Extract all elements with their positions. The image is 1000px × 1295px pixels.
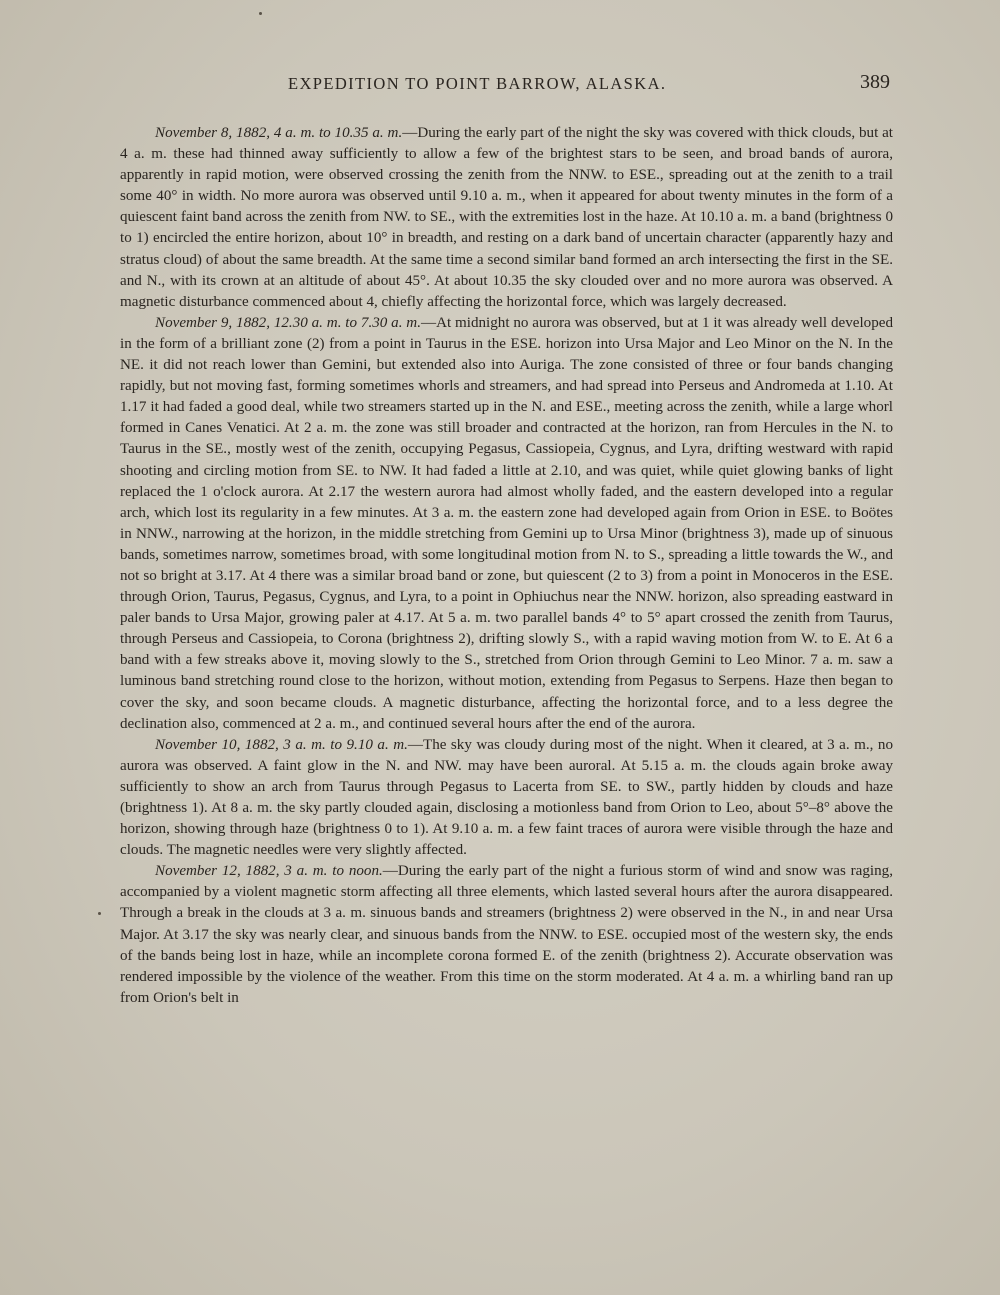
entry-paragraph [120, 313, 893, 735]
entry-date: November 12, 1882, 3 a. m. to noon. [155, 863, 383, 880]
entry-text: —During the early part of the night a furious storm of wind and snow was raging, accompanied by a violent magnetic storm affecting all three elements, which lasted several hours after the aurora disappeared. Through a break in the clouds at 3 a. m. sinuous bands and streamers (brightness 2) were observed in the N., in and near Ursa Major. At 3.17 the sky was nearly clear, and sinuous bands from the NNW. to ESE. occupied most of the western sky, the ends of the bands being lost in haze, while an incomplete corona formed E. of the zenith (brightness 2). Accurate observation was rendered impossible by the violence of the weather. From this time on the storm moderated. At 4 a. m. a whirling band ran up from Orion's belt in [120, 863, 893, 1006]
entry-date: November 9, 1882, 12.30 a. m. to 7.30 a. m. [155, 314, 421, 331]
entry-paragraph [120, 735, 893, 862]
entry-date: November 10, 1882, 3 a. m. to 9.10 a. m. [155, 736, 408, 753]
entry-paragraph [120, 123, 893, 313]
entry-text: —The sky was cloudy during most of the night. When it cleared, at 3 a. m., no aurora was observed. A faint glow in the N. and NW. may have been auroral. At 5.15 a. m. the clouds again broke away sufficiently to show an arch from Taurus through Pegasus to Lacerta from SE. to SW., partly hidden by clouds and haze (brightness 1). At 8 a. m. the sky partly clouded again, disclosing a motionless band from Orion to Leo, about 5°–8° above the horizon, showing through haze (brightness 0 to 1). At 9.10 a. m. a few faint traces of aurora were visible through the haze and clouds. The magnetic needles were very slightly affected. [120, 736, 893, 859]
entry-text: —During the early part of the night the sky was covered with thick clouds, but at 4 a. m. these had thinned away sufficiently to allow a few of the brightest stars to be seen, and broad bands of aurora, apparently in rapid motion, were observed crossing the zenith from the NNW. to ESE., spreading out at the zenith to a trail some 40° in width. No more aurora was observed until 9.10 a. m., when it appeared for about twenty minutes in the form of a quiescent faint band across the zenith from NW. to SE., with the extremities lost in the haze. At 10.10 a. m. a band (brightness 0 to 1) encircled the entire horizon, about 10° in breadth, and resting on a dark band of uncertain character (apparently hazy and stratus cloud) of about the same breadth. At the same time a second similar band formed an arch intersecting the first in the SE. and N., with its crown at an altitude of about 45°. At about 10.35 the sky clouded over and no more aurora was observed. A magnetic disturbance commenced about 4, chiefly affecting the horizontal force, which was largely decreased. [120, 125, 894, 310]
page-header [120, 71, 890, 98]
body-text [120, 123, 893, 1009]
entry-date: November 8, 1882, 4 a. m. to 10.35 a. m. [155, 125, 403, 141]
running-title: EXPEDITION TO POINT BARROW, ALASKA. [288, 74, 667, 93]
page-number: 389 [860, 71, 890, 93]
ink-speck [259, 12, 262, 15]
entry-text: —At midnight no aurora was observed, but at 1 it was already well developed in the form of a brilliant zone (2) from a point in Taurus in the ESE. horizon into Ursa Major and Leo Minor on the N. In the NE. it did not reach lower than Gemini, but extended also into Auriga. The zone consisted of three or four bands changing rapidly, but not moving fast, forming sometimes whorls and streamers, and had spread into Perseus and Andromeda at 1.10. At 1.17 it had faded a good deal, while two streamers started up in the N. and ESE., meeting across the zenith, while a large whorl formed in Canes Venatici. At 2 a. m. the zone was still broader and contracted at the horizon, ran from Hercules in the N. to Taurus in the SE., mostly west of the zenith, occupying Pegasus, Cassiopeia, Cygnus, and Lyra, drifting westward with rapid shooting and circling motion from SE. to NW. It had faded a little at 2.10, and was quiet, while quiet glowing banks of light replaced the 1 o'clock aurora. At 2.17 the western aurora had almost wholly faded, and the eastern developed into a regular arch, which lost its regularity in a few minutes. At 3 a. m. the eastern zone had developed again from Orion in ESE. to Boötes in NNW., narrowing at the horizon, in the middle stretching from Gemini up to Ursa Minor (brightness 3), made up of sinuous bands, sometimes narrow, sometimes broad, with some longitudinal motion from N. to S., spreading a little towards the W., and not so bright at 3.17. At 4 there was a similar broad band or zone, but quiescent (2 to 3) from a point in Monoceros in the ESE. through Orion, Taurus, Pegasus, Cygnus, and Lyra, to a point in Ophiuchus near the NNW. horizon, also spreading eastward in paler bands to Ursa Major, growing paler at 4.17. At 5 a. m. two parallel bands 4° to 5° apart crossed the zenith from Taurus, through Perseus and Cassiopeia, to Corona (brightness 2), drifting slowly S., with a rapid waving motion from W. to E. At 6 a band with a few streaks above it, moving slowly to the S., stretched from Orion through Gemini to Leo Minor. 7 a. m. saw a luminous band stretching round close to the horizon, without motion, extending from Pegasus to Serpens. Haze then began to cover the sky, and soon became clouds. A magnetic disturbance, affecting the horizontal force, and to a less degree the declination also, commenced at 2 a. m., and continued several hours after the end of the aurora. [120, 314, 893, 732]
entry-paragraph [120, 861, 893, 1009]
ink-speck [98, 912, 101, 915]
